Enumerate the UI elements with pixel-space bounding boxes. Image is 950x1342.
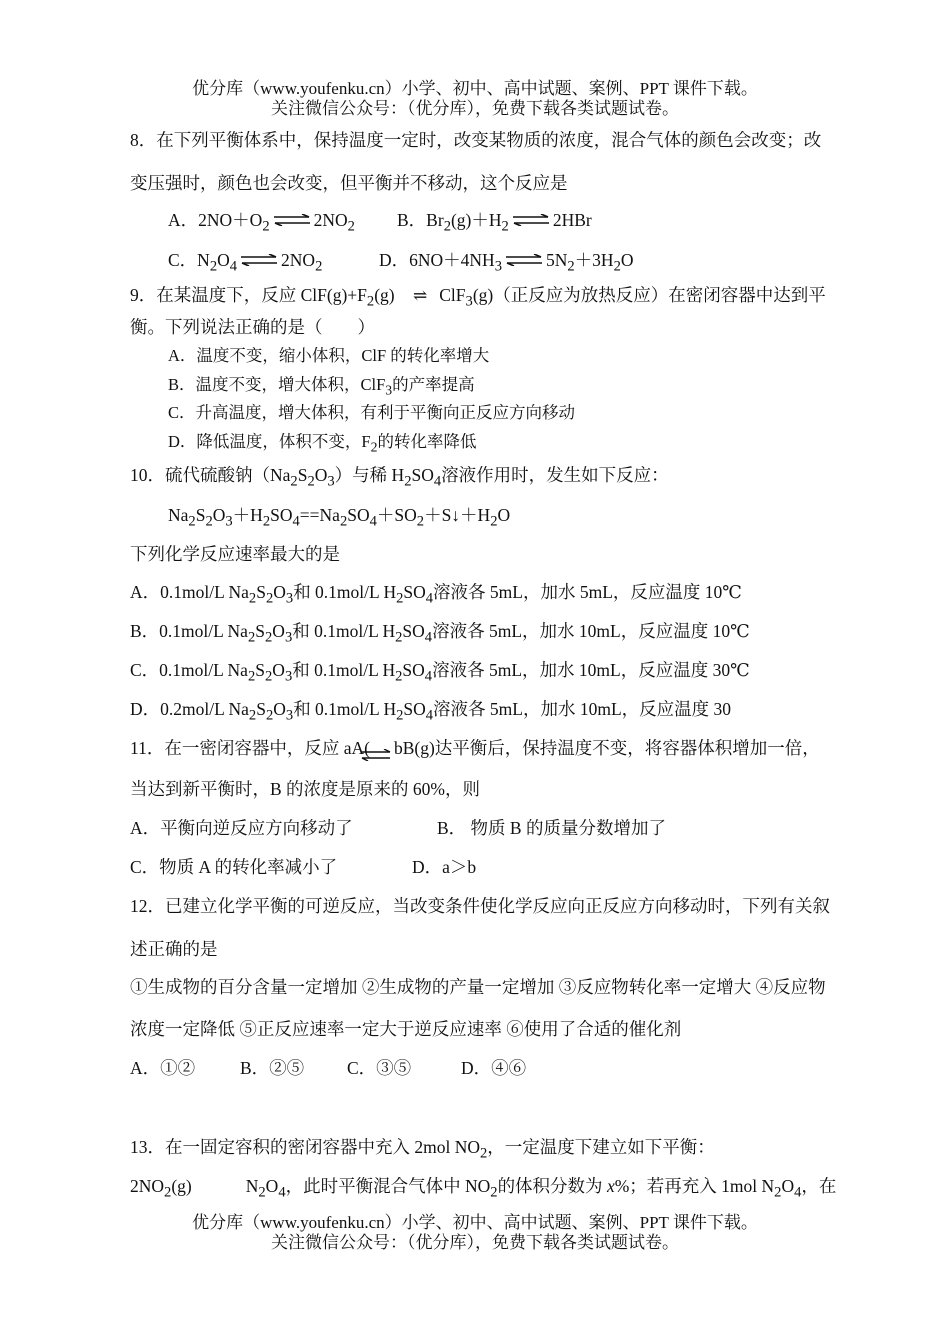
q8-option-d: D．$6NO+4NH_3$ $5N_2+3H_2O$ xyxy=(379,250,634,275)
page-footer-line2: 关注微信公众号：（优分库），免费下载各类试题试卷。 xyxy=(271,1233,679,1252)
q13-stem-line1: 13．在一固定容积的密闭容器中充入 2mol $NO_2$，一定温度下建立如下平衡： xyxy=(130,1137,715,1162)
q10-option-c: C．0.1mol/L $Na_2S_2O_3$和 0.1mol/L $H_2SO_4$溶液各 5mL，加水 10mL，反应温度 30℃ xyxy=(130,660,750,685)
page-header-line1: 优分库（www.youfenku.cn）小学、初中、高中试题、案例、PPT 课件下载。 xyxy=(192,79,758,98)
q8-option-a: A．$2NO+O_2$ $2NO_2$ xyxy=(168,210,355,235)
q9-option-b: B．温度不变，增大体积，ClF$_3$的产率提高 xyxy=(168,375,475,398)
equilibrium-arrow-icon xyxy=(511,214,551,226)
q9-option-c: C．升高温度，增大体积，有利于平衡向正反应方向移动 xyxy=(168,403,576,422)
q11-stem-line2: 当达到新平衡时，B 的浓度是原来的 60%，则 xyxy=(130,779,480,799)
q12-option-d: D．④⑥ xyxy=(461,1058,527,1078)
page-footer-line1: 优分库（www.youfenku.cn）小学、初中、高中试题、案例、PPT 课件下载。 xyxy=(192,1213,758,1232)
q12-stem-line1: 12．已建立化学平衡的可逆反应，当改变条件使化学反应向正反应方向移动时，下列有关叙 xyxy=(130,896,830,916)
q8-option-b: B．$Br_2(g)+H_2$ 2HBr xyxy=(397,210,592,235)
q11-stem-line1: 11．在一密闭容器中，反应 aA( bB(g)达平衡后，保持温度不变，将容器体积增加一倍， xyxy=(130,736,820,760)
reversible-arrow-icon: ⇌ xyxy=(412,286,428,305)
q10-option-d: D．0.2mol/L $Na_2S_2O_3$和 0.1mol/L $H_2SO_4$溶液各 5mL，加水 10mL，反应温度 30 xyxy=(130,699,732,724)
equilibrium-arrow-icon xyxy=(272,214,312,226)
q11-option-c: C．物质 A 的转化率减小了 xyxy=(130,857,338,877)
q9-option-a: A．温度不变，缩小体积，ClF 的转化率增大 xyxy=(168,346,490,365)
q10-option-b: B．0.1mol/L $Na_2S_2O_3$和 0.1mol/L $H_2SO_4$溶液各 5mL，加水 10mL，反应温度 10℃ xyxy=(130,621,750,646)
q12-stem-line2: 述正确的是 xyxy=(130,939,218,959)
equilibrium-arrow-icon xyxy=(239,254,279,266)
q12-option-b: B．②⑤ xyxy=(240,1058,305,1078)
q8-option-c: C．$N_2O_4$ $2NO_2$ xyxy=(168,250,323,275)
q10-option-a: A．0.1mol/L $Na_2S_2O_3$和 0.1mol/L $H_2SO_4$溶液各 5mL，加水 5mL，反应温度 10℃ xyxy=(130,582,742,607)
q10-equation: $Na_2S_2O_3+H_2SO_4==Na_2SO_4+SO_2+S↓+H_2O$ xyxy=(168,505,511,530)
q8-stem-line2: 变压强时，颜色也会改变，但平衡并不移动，这个反应是 xyxy=(130,173,568,193)
q9-option-d: D．降低温度，体积不变，$F_2$的转化率降低 xyxy=(168,432,477,455)
q12-items-line1: ①生成物的百分含量一定增加 ②生成物的产量一定增加 ③反应物转化率一定增大 ④反应物 xyxy=(130,977,826,997)
q10-question: 下列化学反应速率最大的是 xyxy=(130,544,340,564)
equilibrium-arrow-icon xyxy=(504,254,544,266)
q11-option-a: A．平衡向逆反应方向移动了 xyxy=(130,818,353,838)
equilibrium-arrow-icon xyxy=(360,749,392,761)
q9-stem-line1: 9．在某温度下，反应 $ClF(g)+F_2(g)$ ⇌ ClF$_3$(g)（正反应为放热反应）在密闭容器中达到平 xyxy=(130,285,826,310)
q12-option-a: A．①② xyxy=(130,1058,196,1078)
page-header-line2: 关注微信公众号：（优分库），免费下载各类试题试卷。 xyxy=(271,99,679,118)
q13-stem-line2: $2NO_2(g)$ $N_2O_4$，此时平衡混合气体中 $NO_2$的体积分数为 x%；若再充入 1mol $N_2O_4$，在 xyxy=(130,1176,837,1201)
q9-stem-line2: 衡。下列说法正确的是（ ） xyxy=(130,317,375,337)
q12-items-line2: 浓度一定降低 ⑤正反应速率一定大于逆反应速率 ⑥使用了合适的催化剂 xyxy=(130,1019,682,1039)
q8-stem-line1: 8．在下列平衡体系中，保持温度一定时，改变某物质的浓度，混合气体的颜色会改变；改 xyxy=(130,130,822,150)
q11-option-b: B． 物质 B 的质量分数增加了 xyxy=(437,818,666,838)
q12-option-c: C．③⑤ xyxy=(347,1058,412,1078)
q11-option-d: D．a＞b xyxy=(412,857,477,877)
q10-stem: 10．硫代硫酸钠$(Na_2S_2O_3)$与稀 $H_2SO_4$溶液作用时，发生如下反应： xyxy=(130,465,669,490)
